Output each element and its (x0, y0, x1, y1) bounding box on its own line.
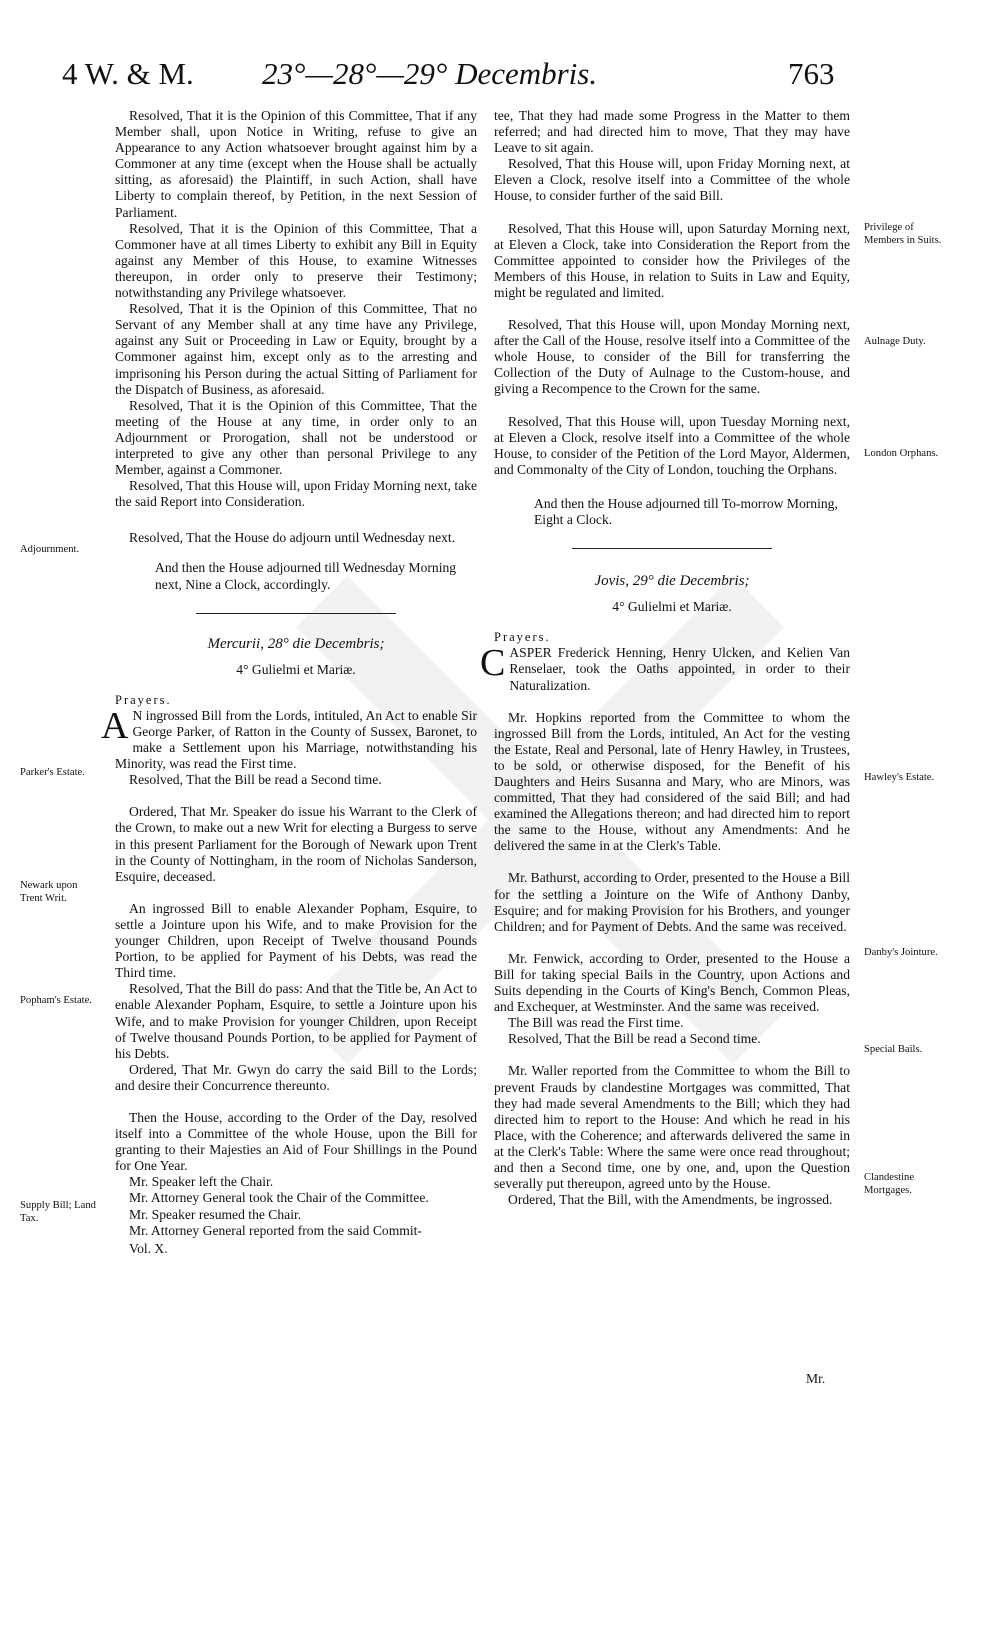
margin-note-newark: Newark upon Trent Writ. (20, 880, 78, 904)
adjourned-entry: And then the House adjourned till To-morrow Morning, Eight a Clock. (534, 495, 838, 527)
margin-note-privilege: Privilege of Members in Suits. (864, 222, 942, 246)
margin-note-parker: Parker's Estate. (20, 767, 85, 778)
resolution-paragraph: Resolved, That it is the Opinion of this Committee, That no Servant of any Member shall at any time have any Privilege, against any Suit or Proceeding in Law or Equity, brought by a Commoner against him, except only as to the arresting and imprisoning his Person during the actual Sitting of Parliament for the Dispatch of Business, as aforesaid. (115, 301, 477, 397)
regnal-line: 4° Gulielmi et Mariæ. (236, 661, 356, 677)
mortgages-ordered: Ordered, That the Bill, with the Amendments, be ingrossed. (508, 1192, 833, 1208)
date-heading: 23°—28°—29° Decembris. (262, 56, 598, 91)
mortgages-entry: Mr. Waller reported from the Committee to whom the Bill to prevent Frauds by clandestine Mortgages was committed, That they had made several Amendments to the Bill; which they had directed him to report to the House: And which he read in his Place, with the Coherence; and afterwards delivered the same in at the Clerk's Table: Where the same were once read throughout; and then a Second time, one by one, and, upon the Question severally put thereupon, agreed unto by the House. (494, 1063, 850, 1192)
section-divider (572, 548, 772, 549)
adjourned-entry: And then the House adjourned till Wednesday Morning next, Nine a Clock, accordingly. (155, 560, 457, 592)
margin-note-mortgages: Clandestine Mortgages. (864, 1172, 915, 1196)
margin-note-supply: Supply Bill; Land Tax. (20, 1200, 96, 1224)
page-header (0, 56, 992, 100)
regnal-line: 4° Gulielmi et Mariæ. (612, 599, 732, 615)
supply-line: Mr. Attorney General took the Chair of the Committee. (129, 1190, 429, 1206)
friday-resolution: Resolved, That this House will, upon Friday Morning next, at Eleven a Clock, resolve itself into a Committee of the whole House, to consider further of the said Bill. (494, 156, 850, 204)
resolution-paragraph: Resolved, That it is the Opinion of this Committee, That a Commoner have at all times Liberty to exhibit any Bill in Equity against any Member of this House, to examine Witnesses thereupon, in order only to preserve their Testimony; notwithstanding any Privilege whatsoever. (115, 220, 477, 301)
section-divider (196, 613, 396, 614)
resolution-paragraph: Resolved, That it is the Opinion of this Committee, That if any Member shall, upon Notice in Writing, refuse to give an Appearance to any Action whatsoever brought against him by a Commoner at any time (except when the House shall be actually sitting, as aforesaid) the Plaintiff, in such Action, shall have Liberty to complain thereof, by Petition, in the next Session of Parliament. (115, 108, 477, 220)
drop-cap: C (480, 642, 506, 685)
supply-line: Mr. Speaker resumed the Chair. (129, 1206, 302, 1222)
tuesday-resolution: Resolved, That this House will, upon Tuesday Morning next, at Eleven a Clock, resolve itself into a Committee of the whole House, to consider of the Petition of the Lord Mayor, Aldermen, and Commonalty of the City of London, touching the Orphans. (494, 413, 850, 477)
supply-entry: Then the House, according to the Order of the Day, resolved itself into a Committee of the whole House, upon the Bill for granting to their Majesties an Aid of Four Shillings in the Pound for One Year. (115, 1109, 477, 1174)
newark-entry: Ordered, That Mr. Speaker do issue his Warrant to the Clerk of the Crown, to make out a new Writ for electing a Burgess to serve in this present Parliament for the Borough of Newark upon Trent in the County of Nottingham, in the room of Nicholas Sanderson, Esquire, deceased. (115, 804, 477, 884)
margin-note-london: London Orphans. (864, 448, 939, 459)
page-number: 763 (788, 56, 835, 91)
popham-resolved: Resolved, That the Bill do pass: And that the Title be, An Act to enable Alexander Popham, Esquire, to settle a Jointure upon his Wife, and to make Provision for younger Children, upon Receipt of Twelve thousand Pounds Portion, to be applied for Payment of his Debts. (115, 981, 477, 1061)
margin-note-aulnage: Aulnage Duty. (864, 336, 926, 347)
resolution-paragraph: Resolved, That this House will, upon Friday Morning next, take the said Report into Consideration. (115, 478, 477, 510)
drop-cap: A (101, 704, 129, 747)
parker-resolved: Resolved, That the Bill be read a Second time. (129, 772, 382, 788)
popham-entry: An ingrossed Bill to enable Alexander Popham, Esquire, to settle a Jointure upon his Wife, and to make Provision for the younger Children, upon Receipt of Twelve thousand Pounds Portion, to be applied for Payment of his Debts, was read the Third time. (115, 900, 477, 981)
danby-entry: Mr. Bathurst, according to Order, presented to the House a Bill for the settling a Jointure on the Wife of Anthony Danby, Esquire; and for making Provision for his Brothers, and younger Children; and for Payment of Debts. And the same was received. (494, 870, 850, 934)
monday-resolution: Resolved, That this House will, upon Monday Morning next, after the Call of the House, resolve itself into a Committee of the whole House, to consider of the Bill for transferring the Collection of the Duty of Aulnage to the Custom-house, and giving a Recompence to the Crown for the same. (494, 317, 850, 397)
supply-line: Mr. Speaker left the Chair. (129, 1174, 274, 1190)
margin-note-danby: Danby's Jointure. (864, 947, 938, 958)
margin-note-adjournment: Adjournment. (20, 544, 80, 555)
bails-line: The Bill was read the First time. (508, 1015, 684, 1031)
regnal-year: 4 W. & M. (62, 56, 194, 91)
volume-signature: Vol. X. (129, 1240, 168, 1256)
day-heading: Jovis, 29° die Decembris; (594, 573, 750, 590)
right-column (480, 108, 850, 1208)
margin-note-bails: Special Bails. (864, 1044, 923, 1055)
bails-entry: Mr. Fenwick, according to Order, presented to the House a Bill for taking special Bails in the Country, upon Actions and Suits depending in the Courts of King's Bench, Common Pleas, and Exchequer, at Westminster. And the same was received. (494, 950, 850, 1015)
margin-note-popham: Popham's Estate. (20, 995, 92, 1006)
catchword: Mr. (806, 1371, 826, 1386)
saturday-resolution: Resolved, That this House will, upon Saturday Morning next, at Eleven a Clock, take into Consideration the Report from the Committee appointed to consider how the Privileges of the Members of this House, in relation to Suits in Law and Equity, might be regulated and limited. (494, 220, 850, 300)
parker-entry: A N ingrossed Bill from the Lords, intituled, An Act to enable Sir George Parker, of Ratton in the County of Sussex, Baronet, to make a Settlement upon his Marriage, notwithstanding his Minority, was read the First time. (101, 704, 477, 772)
supply-line: Mr. Attorney General reported from the said Commit- (129, 1222, 422, 1238)
naturalization-entry: CASPER Frederick Henning, Henry Ulcken, and Kelien Van Renselaer, took the Oaths appointed, in order to their Naturalization. (480, 642, 850, 693)
bails-line: Resolved, That the Bill be read a Second time. (508, 1031, 761, 1047)
day-heading: Mercurii, 28° die Decembris; (207, 635, 385, 652)
popham-ordered: Ordered, That Mr. Gwyn do carry the said Bill to the Lords; and desire their Concurrence thereunto. (115, 1061, 477, 1093)
continued-report: tee, That they had made some Progress in the Matter to them referred; and had directed him to move, That they may have Leave to sit again. (494, 108, 850, 156)
prayers-label: Prayers. (494, 630, 551, 645)
margin-note-hawley: Hawley's Estate. (864, 772, 935, 783)
resolution-paragraph: Resolved, That it is the Opinion of this Committee, That the meeting of the House at any time, in order only to an Adjournment or Prorogation, shall not be understood or interpreted to give any other than personal Privilege to any Member, against a Commoner. (115, 397, 477, 478)
adjourn-resolution: Resolved, That the House do adjourn until Wednesday next. (129, 530, 456, 546)
prayers-label: Prayers. (115, 692, 172, 707)
left-column (101, 108, 477, 1257)
hawley-entry: Mr. Hopkins reported from the Committee to whom the ingrossed Bill from the Lords, intituled, An Act for the vesting the Estate, Real and Personal, late of Henry Hawley, in Trustees, to be sold, or otherwise disposed, for the Benefit of his Daughters and Heirs Susanna and Mary, who are Minors, was committed, That they had considered of the said Bill; and had examined the Allegations thereon; and had directed him to report the same to the House, without any Amendments: And he delivered the same in at the Clerk's Table. (494, 709, 850, 854)
